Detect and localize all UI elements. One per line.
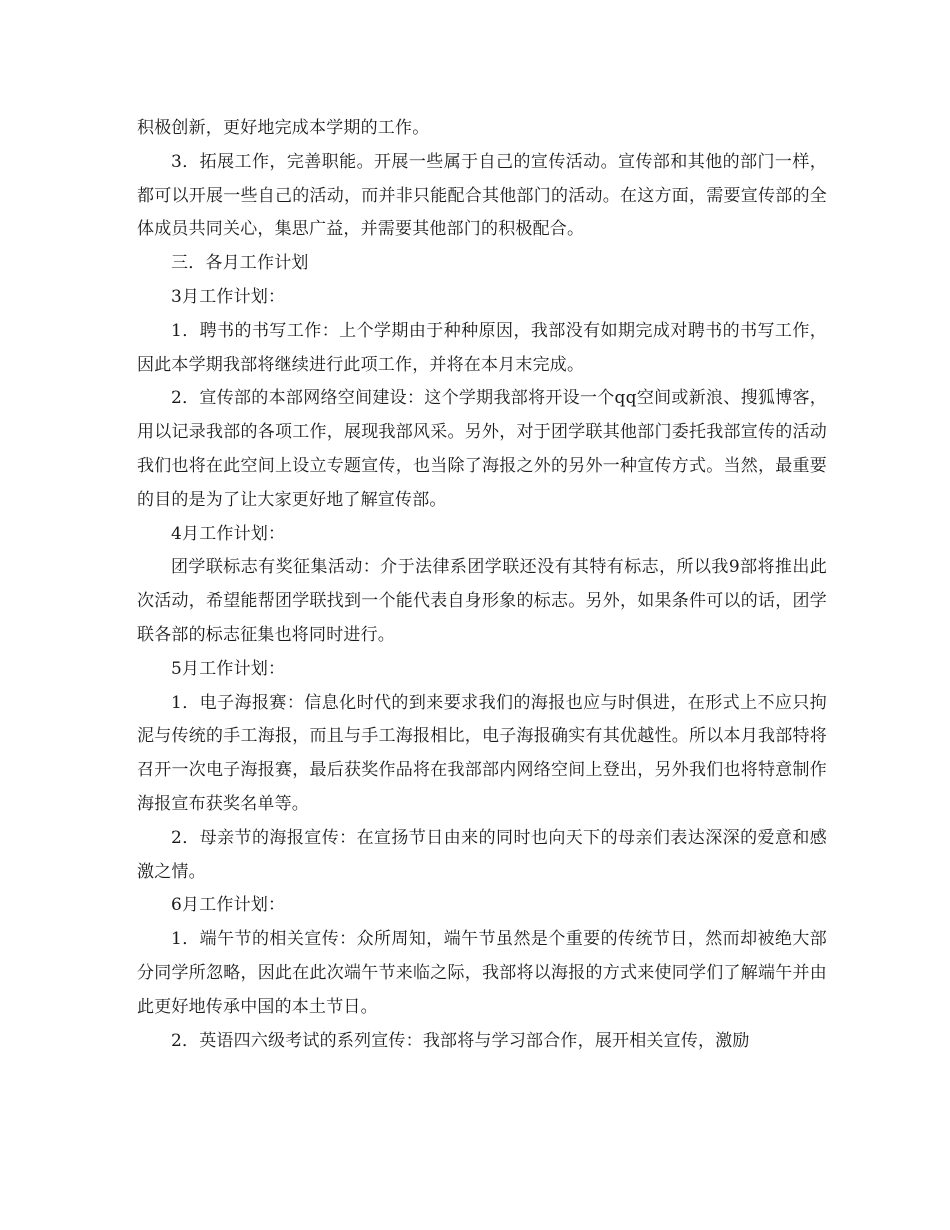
paragraph-april-item: 团学联标志有奖征集活动：介于法律系团学联还没有其特有标志，所以我9部将推出此次活动，希望能帮团学联找到一个能代表自身形象的标志。另外，如果条件可以的话，团学联各部的标志征集也将同时进行。 [137, 557, 827, 645]
paragraph-june-item-2: 2．英语四六级考试的系列宣传：我部将与学习部合作，展开相关宣传，激励 [171, 1030, 750, 1051]
heading-june-plan: 6月工作计划： [171, 895, 286, 916]
paragraph-march-item-2: 2．宣传部的本部网络空间建设：这个学期我部将开设一个qq空间或新浪、搜狐博客，用以记录我部的各项工作，展现我部风采。另外，对于团学联其他部门委托我部宣传的活动我们也将在此空间上设立专题宣传，也当除了海报之外的另外一种宣传方式。当然，最重要的目的是为了让大家更好地了解宣传部。 [137, 388, 827, 510]
heading-may-plan: 5月工作计划： [171, 658, 286, 679]
heading-april-plan: 4月工作计划： [171, 523, 286, 544]
paragraph-item-3-expand-work: 3．拓展工作，完善职能。开展一些属于自己的宣传活动。宣传部和其他的部门一样，都可以开展一些自己的活动，而并非只能配合其他部门的活动。在这方面，需要宣传部的全体成员共同关心，集思广益，并需要其他部门的积极配合。 [137, 151, 827, 240]
heading-march-plan: 3月工作计划： [171, 286, 286, 307]
paragraph-may-item-2: 2．母亲节的海报宣传：在宣扬节日由来的同时也向天下的母亲们表达深深的爱意和感激之情。 [137, 827, 827, 882]
document-body [137, 112, 827, 1058]
section-heading-monthly-plan: 三．各月工作计划 [171, 253, 309, 274]
paragraph-may-item-1: 1．电子海报赛：信息化时代的到来要求我们的海报也应与时俱进，在形式上不应只拘泥与传统的手工海报，而且与手工海报相比，电子海报确实有其优越性。所以本月我部特将召开一次电子海报赛，最后获奖作品将在我部部内网络空间上登出，另外我们也将特意制作海报宣布获奖名单等。 [137, 692, 827, 814]
paragraph-march-item-1: 1．聘书的书写工作：上个学期由于种种原因，我部没有如期完成对聘书的书写工作，因此本学期我部将继续进行此项工作，并将在本月末完成。 [137, 320, 827, 375]
paragraph-june-item-1: 1．端午节的相关宣传：众所周知，端午节虽然是个重要的传统节日，然而却被绝大部分同学所忽略，因此在此次端午节来临之际，我部将以海报的方式来使同学们了解端午并由此更好地传承中国的本土节日。 [137, 929, 827, 1017]
paragraph-continuation: 积极创新，更好地完成本学期的工作。 [137, 118, 430, 138]
